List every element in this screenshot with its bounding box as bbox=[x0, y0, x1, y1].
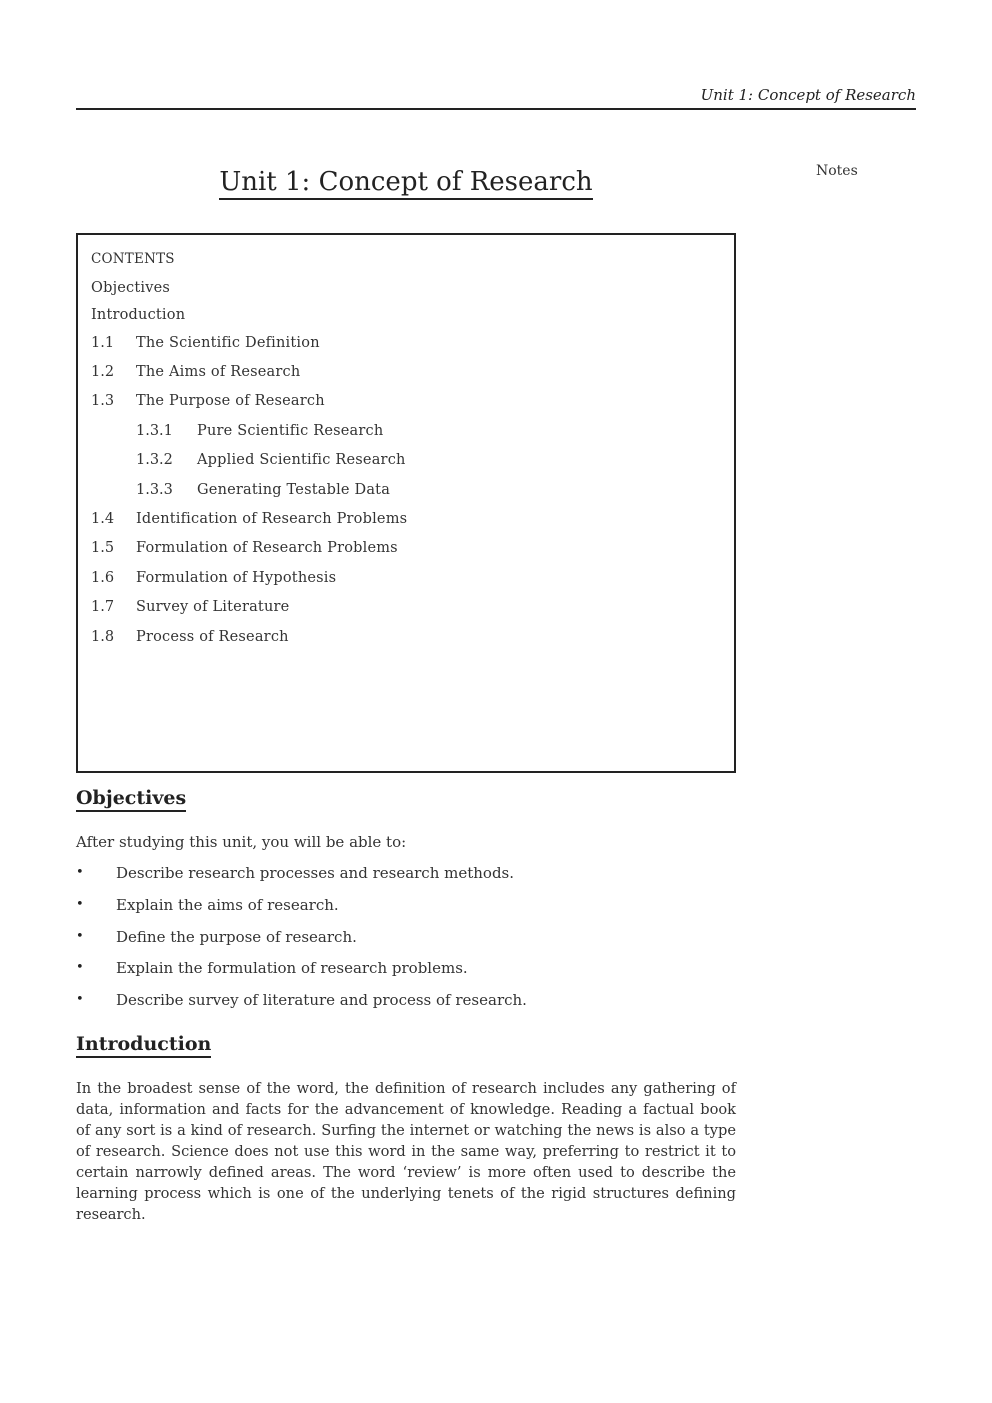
toc-subitem-number: 1.3.3 bbox=[136, 482, 173, 498]
objectives-lead: After studying this unit, you will be able to: bbox=[76, 833, 407, 851]
toc-item-number: 1.7 bbox=[91, 599, 115, 615]
toc-item-label: Survey of Literature bbox=[136, 599, 290, 615]
toc-item-label: The Purpose of Research bbox=[136, 393, 325, 409]
objective-item: Explain the aims of research. bbox=[116, 896, 339, 914]
bullet-icon: • bbox=[76, 929, 84, 944]
toc-item-number: 1.2 bbox=[91, 364, 115, 380]
toc-item-number: 1.4 bbox=[91, 511, 115, 527]
toc-item-label: The Scientific Definition bbox=[136, 335, 320, 351]
introduction-heading: Introduction bbox=[76, 1032, 211, 1058]
toc-subitem-number: 1.3.2 bbox=[136, 452, 173, 468]
bullet-icon: • bbox=[76, 897, 84, 912]
objective-item: Define the purpose of research. bbox=[116, 928, 357, 946]
running-header-title: Unit 1: Concept of Research bbox=[700, 86, 916, 104]
running-header bbox=[76, 86, 916, 110]
toc-subitem-label: Applied Scientific Research bbox=[197, 452, 406, 468]
objective-item: Describe survey of literature and process of research. bbox=[116, 991, 527, 1009]
toc-item-number: 1.1 bbox=[91, 335, 115, 351]
toc-item-label: Process of Research bbox=[136, 629, 289, 645]
toc-item-introduction: Introduction bbox=[91, 307, 186, 323]
objective-item: Describe research processes and research methods. bbox=[116, 864, 515, 882]
bullet-icon: • bbox=[76, 992, 84, 1007]
introduction-paragraph: In the broadest sense of the word, the definition of research includes any gathering of data, information and facts for the advancement of knowledge. Reading a factual book of any sort is a kind of research. Surfing the internet or watching the news is also a type of research. Science does not use this word in the same way, preferring to restrict it to certain narrowly defined areas. The word ‘review’ is more often used to describe the learning process which is one of the underlying tenets of the rigid structures defining research. bbox=[76, 1080, 736, 1223]
toc-subitem-label: Generating Testable Data bbox=[197, 482, 391, 498]
toc-item-number: 1.6 bbox=[91, 570, 115, 586]
bullet-icon: • bbox=[76, 865, 84, 880]
page-title bbox=[76, 166, 736, 198]
toc-item-label: Formulation of Research Problems bbox=[136, 540, 398, 556]
toc-item-number: 1.3 bbox=[91, 393, 115, 409]
toc-item-number: 1.8 bbox=[91, 629, 115, 645]
bullet-icon: • bbox=[76, 960, 84, 975]
toc-item-label: Formulation of Hypothesis bbox=[136, 570, 337, 586]
notes-label: Notes bbox=[816, 163, 858, 179]
toc-item-label: Identification of Research Problems bbox=[136, 511, 408, 527]
toc-item-number: 1.5 bbox=[91, 540, 115, 556]
objectives-heading: Objectives bbox=[76, 786, 186, 812]
toc-subitem-label: Pure Scientific Research bbox=[197, 423, 384, 439]
objective-item: Explain the formulation of research problems. bbox=[116, 959, 468, 977]
toc-item-label: The Aims of Research bbox=[136, 364, 301, 380]
unit-title-text: Unit 1: Concept of Research bbox=[219, 167, 592, 200]
toc-subitem-number: 1.3.1 bbox=[136, 423, 173, 439]
contents-box bbox=[76, 233, 736, 773]
toc-item-objectives: Objectives bbox=[91, 280, 171, 296]
contents-heading: CONTENTS bbox=[91, 251, 175, 267]
